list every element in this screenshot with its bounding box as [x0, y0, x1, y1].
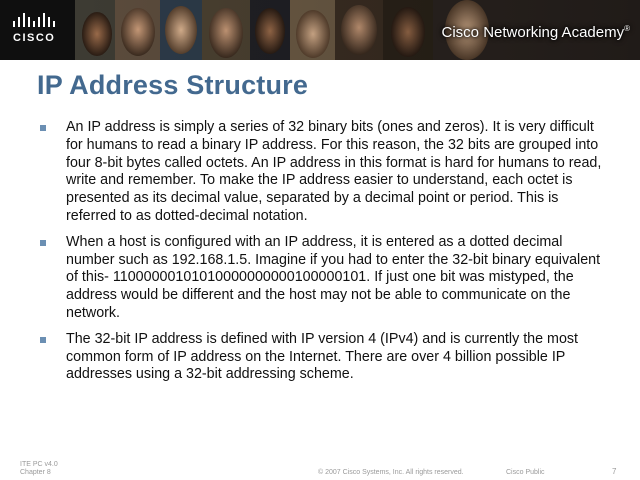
footer-classification: Cisco Public: [506, 469, 545, 476]
registered-mark: ®: [624, 24, 630, 33]
bullet-text: The 32-bit IP address is defined with IP version 4 (IPv4) and is currently the most common form of IP address on the Internet. There are over 4 billion possible IP addresses using a 32-bit addressing scheme.: [66, 330, 579, 383]
header-banner: [0, 0, 640, 60]
slide-title: IP Address Structure: [37, 70, 309, 100]
bullet-item: [38, 234, 610, 323]
bullet-marker-icon: [40, 337, 46, 343]
footer-copyright: © 2007 Cisco Systems, Inc. All rights reserved.: [318, 469, 464, 476]
bullet-text: An IP address is simply a series of 32 binary bits (ones and zeros). It is very difficult for humans to read a binary IP address. For this reason, the 32 bits are grouped into four 8-bit bytes called octets. An IP address in this format is hard for humans to read, write and remember. To make the IP address easier to understand, each octet is presented as its decimal value, separated by a decimal point or period. This is referred to as dotted-decimal notation.: [66, 119, 602, 224]
page-number: 7: [612, 467, 617, 476]
bullet-item: [38, 331, 610, 384]
footer-chapter: Chapter 8: [20, 469, 51, 476]
bullet-marker-icon: [40, 240, 46, 246]
bullet-text: When a host is configured with an IP address, it is entered as a dotted decimal number such as 192.168.1.5. Imagine if you had to enter the 32-bit binary equivalent of this- 11000000101010000000000100000101. If just one bit was mistyped, the address would be different and the host may not be able to communicate on the network.: [66, 233, 601, 321]
academy-name: Cisco Networking Academy®: [441, 24, 630, 41]
bullet-item: [38, 119, 610, 226]
cisco-bridge-icon: [12, 12, 62, 28]
footer-course-info: [20, 461, 58, 477]
bullet-marker-icon: [40, 125, 46, 131]
footer-course: ITE PC v4.0: [20, 461, 58, 468]
logo-text: CISCO: [13, 32, 56, 44]
bullet-list: [38, 119, 610, 384]
cisco-logo: [10, 10, 70, 50]
